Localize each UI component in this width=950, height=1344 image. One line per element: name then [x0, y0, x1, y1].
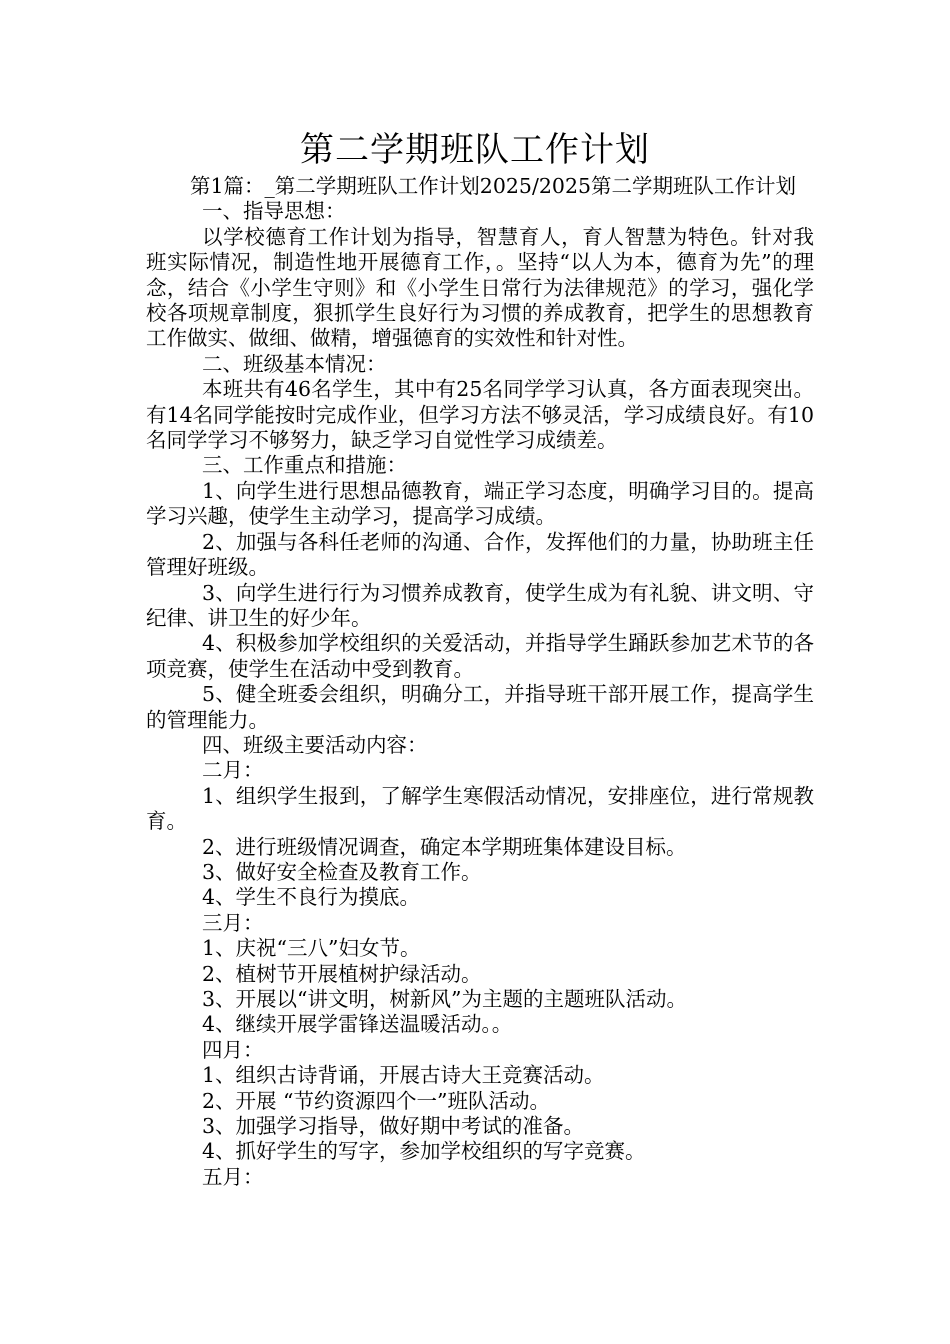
paragraph: 4、继续开展学雷锋送温暖活动。。	[202, 1012, 513, 1037]
paragraph: 1、组织学生报到，了解学生寒假活动情况，安排座位，进行常规教育。	[146, 783, 814, 834]
paragraph: 2、加强与各科任老师的沟通、合作，发挥他们的力量，协助班主任管理好班级。	[146, 529, 814, 580]
paragraph: 1、组织古诗背诵，开展古诗大王竞赛活动。	[202, 1063, 605, 1088]
paragraph: 第1篇：_第二学期班队工作计划2025/2025第二学期班队工作计划	[190, 174, 797, 198]
paragraph: 2、植树节开展植树护绿活动。	[202, 961, 482, 986]
paragraph: 4、积极参加学校组织的关爱活动，并指导学生踊跃参加艺术节的各项竞赛，使学生在活动中受到教育。	[146, 631, 814, 681]
paragraph: 四月：	[202, 1037, 264, 1062]
paragraph: 2、进行班级情况调查，确定本学期班集体建设目标。	[202, 834, 687, 859]
paragraph: 5、健全班委会组织，明确分工，并指导班干部开展工作，提高学生的管理能力。	[146, 682, 814, 732]
paragraph: 二月：	[202, 758, 264, 783]
paragraph: 三、工作重点和措施：	[202, 453, 407, 478]
paragraph: 五月：	[202, 1164, 264, 1189]
paragraph: 3、向学生进行行为习惯养成教育，使学生成为有礼貌、讲文明、守纪律、讲卫生的好少年。	[146, 580, 814, 630]
paragraph: 4、抓好学生的写字，参加学校组织的写字竞赛。	[202, 1139, 646, 1164]
document-body	[146, 174, 814, 1190]
paragraph: 一、指导思想：	[202, 199, 346, 224]
paragraph: 3、加强学习指导，做好期中考试的准备。	[202, 1114, 585, 1139]
paragraph: 3、做好安全检查及教育工作。	[202, 859, 482, 884]
paragraph: 4、学生不良行为摸底。	[202, 885, 421, 910]
paragraph: 2、开展 “节约资源四个一”班队活动。	[202, 1088, 551, 1113]
paragraph: 四、班级主要活动内容：	[202, 732, 428, 757]
paragraph: 3、开展以“讲文明，树新风”为主题的主题班队活动。	[202, 987, 688, 1011]
document-title: 第二学期班队工作计划	[300, 130, 650, 170]
paragraph: 1、向学生进行思想品德教育，端正学习态度，明确学习目的。提高学习兴趣，使学生主动学习，提高学习成绩。	[146, 478, 814, 529]
paragraph: 二、班级基本情况：	[202, 351, 387, 376]
paragraph: 以学校德育工作计划为指导，智慧育人，育人智慧为特色。针对我班实际情况，制造性地开展德育工作，。坚持“以人为本，德育为先”的理念，结合《小学生守则》和《小学生日常行为法律规范》的学习，强化学校各项规章制度，狠抓学生良好行为习惯的养成教育，把学生的思想教育工作做实、做细、做精，增强德育的实效性和针对性。	[146, 224, 814, 351]
paragraph: 1、庆祝“三八”妇女节。	[202, 936, 421, 961]
paragraph: 本班共有46名学生，其中有25名同学学习认真，各方面表现突出。有14名同学能按时完成作业，但学习方法不够灵活，学习成绩良好。有10名同学学习不够努力，缺乏学习自觉性学习成绩差。	[146, 377, 814, 453]
paragraph: 三月：	[202, 910, 264, 935]
